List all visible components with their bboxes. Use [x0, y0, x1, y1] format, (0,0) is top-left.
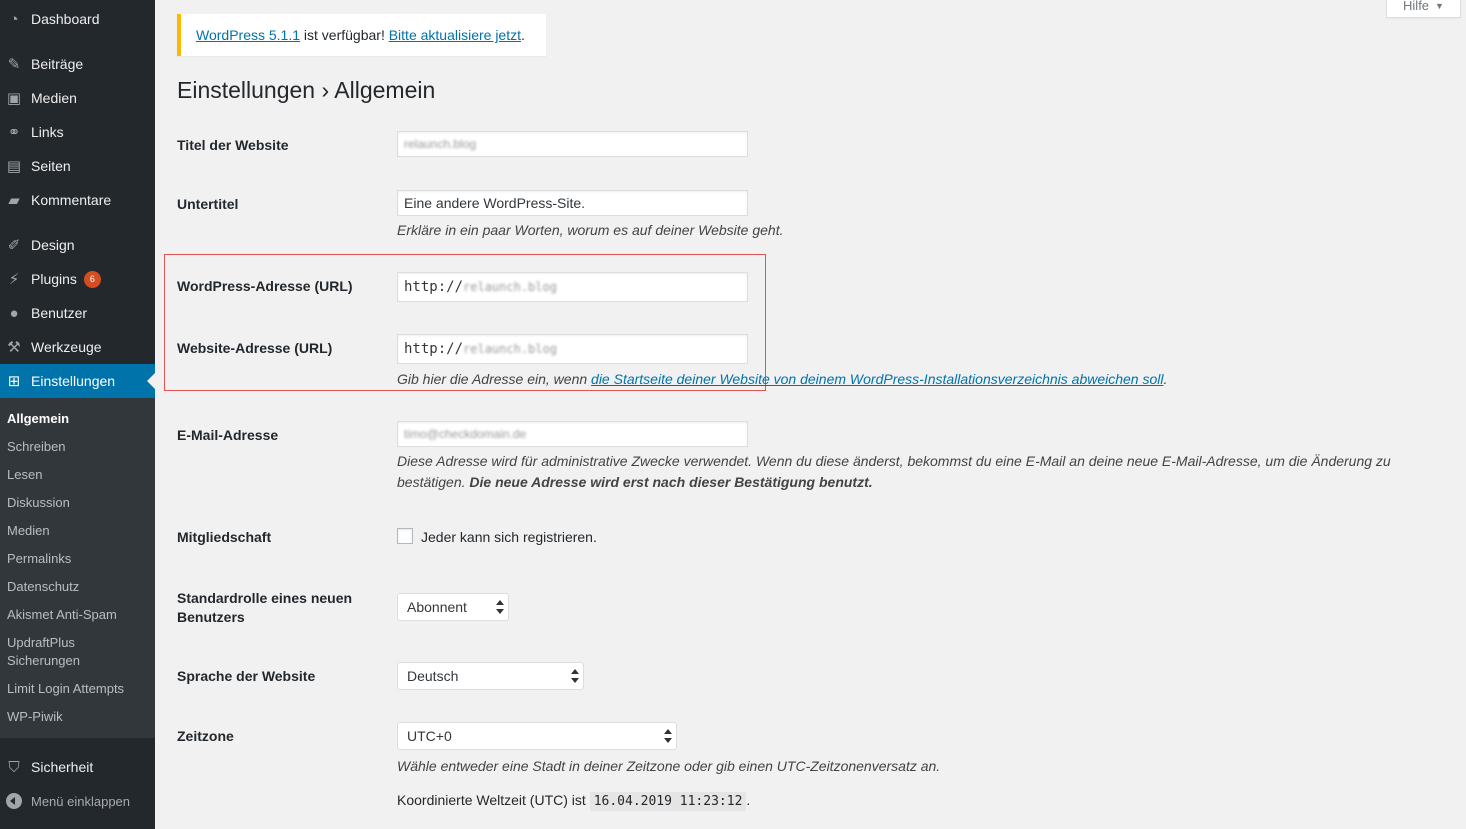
- email-description: Diese Adresse wird für administrative Zwecke verwendet. Wenn du diese änderst, bekommst du eine E-Mail an deine neue E-Mail-Adresse, um die Änderung zu bestätigen. Die neue Adresse wird erst nach dieser Bestätigung benutzt.: [397, 453, 1391, 490]
- dashboard-icon: ◔: [9, 10, 19, 28]
- site-title-label: Titel der Website: [177, 137, 289, 153]
- menu-werkzeuge[interactable]: ⚒ Werkzeuge: [0, 330, 155, 364]
- comment-icon: ▰: [8, 192, 20, 209]
- timezone-select[interactable]: UTC+0: [397, 722, 677, 750]
- timezone-label: Zeitzone: [177, 728, 234, 744]
- menu-seiten[interactable]: ▤ Seiten: [0, 149, 155, 183]
- menu-links[interactable]: ⚭ Links: [0, 115, 155, 149]
- tagline-input[interactable]: Eine andere WordPress-Site.: [397, 190, 748, 216]
- media-icon: ▣: [6, 90, 22, 107]
- plugin-icon: ⚡: [8, 271, 20, 288]
- menu-benutzer[interactable]: ● Benutzer: [0, 296, 155, 330]
- utc-time-readout: Koordinierte Weltzeit (UTC) ist 16.04.2019 11:23:12 .: [397, 792, 751, 809]
- default-role-select[interactable]: Abonnent: [397, 593, 509, 621]
- site-title-input[interactable]: relaunch.blog: [397, 131, 748, 157]
- site-url-label: Website-Adresse (URL): [177, 340, 333, 356]
- select-arrows-icon: [571, 669, 579, 683]
- submenu-schreiben[interactable]: Schreiben: [7, 439, 66, 454]
- membership-label: Mitgliedschaft: [177, 529, 272, 545]
- menu-design[interactable]: ✐ Design: [0, 228, 155, 262]
- site-language-select[interactable]: Deutsch: [397, 662, 584, 690]
- pages-icon: ▤: [6, 158, 22, 175]
- submenu-permalinks[interactable]: Permalinks: [7, 551, 72, 566]
- submenu-diskussion[interactable]: Diskussion: [7, 495, 70, 510]
- timezone-description: Wähle entweder eine Stadt in deiner Zeitzone oder gib einen UTC-Zeitzonenversatz an.: [397, 758, 941, 774]
- menu-medien[interactable]: ▣ Medien: [0, 81, 155, 115]
- site-url-description: Gib hier die Adresse ein, wenn die Startseite deiner Website von deinem WordPress-Installationsverzeichnis abweichen soll.: [397, 371, 1168, 387]
- menu-beitraege[interactable]: ✎ Beiträge: [0, 47, 155, 81]
- menu-dashboard[interactable]: ◔ Dashboard: [0, 2, 155, 36]
- link-icon: ⚭: [7, 124, 21, 141]
- email-label: E-Mail-Adresse: [177, 427, 279, 443]
- update-count-badge: 6: [84, 271, 101, 288]
- submenu-allgemein[interactable]: Allgemein: [7, 411, 70, 426]
- wrench-icon: ⚒: [7, 339, 21, 356]
- site-url-help-link[interactable]: die Startseite deiner Website von deinem WordPress-Installationsverzeichnis abweichen soll: [591, 371, 1164, 387]
- collapse-menu-button[interactable]: Menü einklappen: [0, 788, 155, 814]
- submenu-medien[interactable]: Medien: [7, 523, 50, 538]
- help-tab-button[interactable]: Hilfe ▼: [1386, 0, 1461, 18]
- submenu-limit-login[interactable]: Limit Login Attempts: [7, 681, 125, 696]
- update-now-link[interactable]: Bitte aktualisiere jetzt: [388, 27, 522, 43]
- wordpress-version-link[interactable]: WordPress 5.1.1: [196, 27, 301, 43]
- select-arrows-icon: [664, 729, 672, 743]
- utc-time-value: 16.04.2019 11:23:12: [590, 792, 747, 811]
- menu-sicherheit[interactable]: ⛉ Sicherheit: [0, 750, 155, 784]
- menu-einstellungen[interactable]: ⊞ Einstellungen: [0, 364, 155, 398]
- submenu-lesen[interactable]: Lesen: [7, 467, 43, 482]
- caret-down-icon: ▼: [1435, 0, 1444, 11]
- site-url-input[interactable]: http:// relaunch.blog: [397, 334, 748, 364]
- wordpress-url-input[interactable]: http:// relaunch.blog: [397, 272, 748, 302]
- menu-kommentare[interactable]: ▰ Kommentare: [0, 183, 155, 217]
- wordpress-url-label: WordPress-Adresse (URL): [177, 278, 353, 294]
- site-language-label: Sprache der Website: [177, 668, 316, 684]
- collapse-icon: [6, 793, 22, 809]
- brush-icon: ✐: [7, 237, 21, 254]
- admin-sidebar: [0, 0, 155, 829]
- anyone-can-register-checkbox[interactable]: [397, 528, 413, 544]
- submenu-wp-piwik[interactable]: WP-Piwik: [7, 709, 63, 724]
- update-notice: WordPress 5.1.1 ist verfügbar! Bitte aktualisiere jetzt .: [177, 14, 546, 56]
- select-arrows-icon: [496, 600, 504, 614]
- submenu-datenschutz[interactable]: Datenschutz: [7, 579, 80, 594]
- pin-icon: ✎: [7, 56, 21, 73]
- tagline-label: Untertitel: [177, 196, 239, 212]
- menu-plugins[interactable]: ⚡ Plugins 6: [0, 262, 155, 296]
- page-title: Einstellungen › Allgemein: [177, 77, 436, 103]
- email-input[interactable]: timo@checkdomain.de: [397, 421, 748, 447]
- settings-submenu: [0, 398, 155, 738]
- submenu-sicherungen[interactable]: Sicherungen: [7, 653, 80, 668]
- tagline-description: Erkläre in ein paar Worten, worum es auf deiner Website geht.: [397, 222, 784, 238]
- default-role-label: Standardrolle eines neuen Benutzers: [177, 590, 353, 625]
- settings-icon: ⊞: [7, 373, 21, 390]
- anyone-can-register-label[interactable]: Jeder kann sich registrieren.: [421, 529, 597, 545]
- submenu-updraftplus[interactable]: UpdraftPlus: [7, 635, 75, 650]
- shield-icon: ⛉: [8, 758, 20, 776]
- submenu-akismet[interactable]: Akismet Anti-Spam: [7, 607, 117, 622]
- user-icon: ●: [9, 304, 19, 322]
